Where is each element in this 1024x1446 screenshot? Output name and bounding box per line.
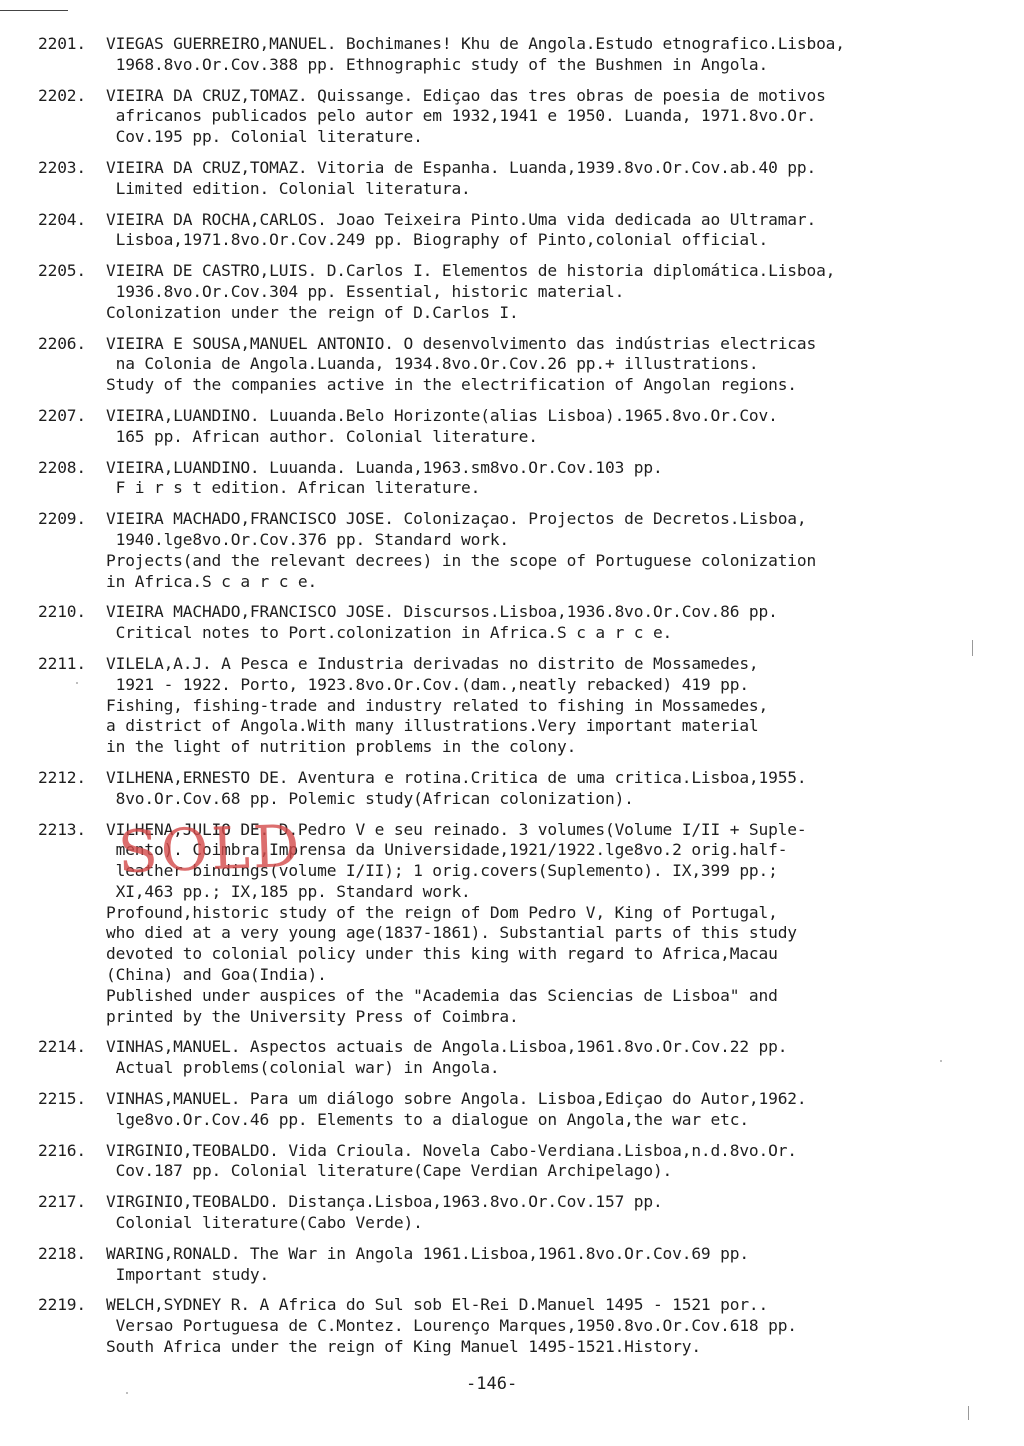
entry-number: 2214. [38,1037,86,1057]
catalogue-entries [38,34,978,1368]
entry-line: WELCH,SYDNEY R. A Africa do Sul sob El-Rei D.Manuel 1495 - 1521 por.. [106,1295,769,1315]
margin-mark [972,640,973,656]
entry-number: 2201. [38,34,86,53]
entry-number: 2205. [38,261,86,281]
entry-line: na Colonia de Angola.Luanda, 1934.8vo.Or.Cov.26 pp.+ illustrations. [106,354,759,374]
entry-line: VIEIRA MACHADO,FRANCISCO JOSE. Discursos.Lisboa,1936.8vo.Or.Cov.86 pp. [106,602,778,622]
entry-line: Study of the companies active in the electrification of Angolan regions. [106,375,797,395]
catalogue-entry [38,86,978,148]
entry-line: devoted to colonial policy under this king with regard to Africa,Macau [106,944,778,964]
entry-line: Profound,historic study of the reign of Dom Pedro V, King of Portugal, [106,902,778,922]
entry-line: africanos publicados pelo autor em 1932,1941 e 1950. Luanda, 1971.8vo.Or. [106,106,817,126]
entry-line: a district of Angola.With many illustrations.Very important material [106,716,759,736]
entry-number: 2204. [38,209,86,229]
entry-line: 1968.8vo.Or.Cov.388 pp. Ethnographic study of the Bushmen in Angola. [106,54,769,74]
entry-line: Colonization under the reign of D.Carlos I. [106,302,519,322]
entry-line: VIEGAS GUERREIRO,MANUEL. Bochimanes! Khu de Angola.Estudo etnografico.Lisboa, [106,34,845,53]
entry-number: 2212. [38,767,86,787]
entry-line: 1940.lge8vo.Or.Cov.376 pp. Standard work. [106,529,510,549]
entry-line: who died at a very young age(1837-1861). Substantial parts of this study [106,923,797,943]
catalogue-entry [38,1037,978,1079]
catalogue-entry [38,458,978,500]
entry-line: VIEIRA DA CRUZ,TOMAZ. Quissange. Ediçao das tres obras de poesia de motivos [106,85,826,105]
entry-number: 2211. [38,653,86,673]
entry-line: VIEIRA MACHADO,FRANCISCO JOSE. Colonizaçao. Projectos de Decretos.Lisboa, [106,509,807,529]
entry-number: 2210. [38,602,86,622]
catalogue-entry [38,602,978,644]
entry-number: 2203. [38,157,86,177]
entry-line: VILHENA,JULIO DE. D.Pedro V e seu reinado. 3 volumes(Volume I/II + Suple- [106,819,807,839]
entry-line: Colonial literature(Cabo Verde). [106,1213,423,1233]
entry-line: VIEIRA DE CASTRO,LUIS. D.Carlos I. Elementos de historia diplomática.Lisboa, [106,261,836,281]
entry-number: 2207. [38,405,86,425]
entry-line: Critical notes to Port.colonization in Africa.S c a r c e. [106,623,673,643]
entry-line: Versao Portuguesa de C.Montez. Lourenço Marques,1950.8vo.Or.Cov.618 pp. [106,1316,797,1336]
catalogue-entry [38,654,978,758]
entry-line: Cov.195 pp. Colonial literature. [106,127,423,147]
entry-line: VIRGINIO,TEOBALDO. Distança.Lisboa,1963.8vo.Or.Cov.157 pp. [106,1192,663,1212]
entry-line: 165 pp. African author. Colonial literature. [106,426,538,446]
top-rule [0,10,68,11]
entry-number: 2202. [38,85,86,105]
speck [126,1392,128,1394]
entry-line: VINHAS,MANUEL. Para um diálogo sobre Angola. Lisboa,Ediçao do Autor,1962. [106,1089,807,1109]
entry-number: 2216. [38,1140,86,1160]
entry-line: Published under auspices of the "Academia das Sciencias de Lisboa" and [106,985,778,1005]
entry-line: Limited edition. Colonial literatura. [106,178,471,198]
sold-stamp: SOLD [116,811,304,887]
entry-line: XI,463 pp.; IX,185 pp. Standard work. [106,881,471,901]
catalogue-entry [38,158,978,200]
entry-number: 2218. [38,1243,86,1263]
entry-number: 2217. [38,1192,86,1212]
catalogue-entry [38,334,978,396]
entry-line: F i r s t edition. African literature. [106,478,481,498]
entry-line: VIEIRA DA ROCHA,CARLOS. Joao Teixeira Pinto.Uma vida dedicada ao Ultramar. [106,209,817,229]
speck [76,682,78,684]
entry-line: VIEIRA DA CRUZ,TOMAZ. Vitoria de Espanha. Luanda,1939.8vo.Or.Cov.ab.40 pp. [106,157,817,177]
entry-line: leather bindings(volume I/II); 1 orig.covers(Suplemento). IX,399 pp.; [106,861,778,881]
entry-line: VILELA,A.J. A Pesca e Industria derivadas no distrito de Mossamedes, [106,653,759,673]
entry-number: 2215. [38,1089,86,1109]
catalogue-entry [38,1089,978,1131]
entry-line: Projects(and the relevant decrees) in the scope of Portuguese colonization [106,550,817,570]
catalogue-entry [38,509,978,592]
entry-line: printed by the University Press of Coimbra. [106,1006,519,1026]
catalogue-entry [38,210,978,252]
entry-line: lge8vo.Or.Cov.46 pp. Elements to a dialogue on Angola,the war etc. [106,1109,749,1129]
entry-line: VILHENA,ERNESTO DE. Aventura e rotina.Critica de uma critica.Lisboa,1955. [106,767,807,787]
entry-line: Important study. [106,1264,270,1284]
entry-line: 8vo.Or.Cov.68 pp. Polemic study(African colonization). [106,788,634,808]
entry-line: VINHAS,MANUEL. Aspectos actuais de Angola.Lisboa,1961.8vo.Or.Cov.22 pp. [106,1037,788,1057]
margin-mark [968,1406,969,1420]
entry-line: Actual problems(colonial war) in Angola. [106,1058,500,1078]
entry-line: mento). Coimbra,Imprensa da Universidade,1921/1922.lge8vo.2 orig.half- [106,840,788,860]
entry-number: 2208. [38,457,86,477]
entry-number: 2206. [38,333,86,353]
catalogue-entry [38,1295,978,1357]
catalogue-entry [38,1141,978,1183]
entry-line: Lisboa,1971.8vo.Or.Cov.249 pp. Biography of Pinto,colonial official. [106,230,769,250]
entry-line: VIRGINIO,TEOBALDO. Vida Crioula. Novela Cabo-Verdiana.Lisboa,n.d.8vo.Or. [106,1140,797,1160]
catalogue-entry [38,406,978,448]
entry-number: 2209. [38,509,86,529]
entry-line: Fishing, fishing-trade and industry related to fishing in Mossamedes, [106,695,769,715]
entry-line: South Africa under the reign of King Manuel 1495-1521.History. [106,1337,701,1357]
entry-line: in the light of nutrition problems in the colony. [106,737,577,757]
entry-line: WARING,RONALD. The War in Angola 1961.Lisboa,1961.8vo.Or.Cov.69 pp. [106,1243,749,1263]
catalogue-entry [38,1244,978,1286]
entry-number: 2219. [38,1295,86,1315]
entry-number: 2213. [38,819,86,839]
entry-line: 1921 - 1922. Porto, 1923.8vo.Or.Cov.(dam.,neatly rebacked) 419 pp. [106,674,749,694]
entry-line: VIEIRA,LUANDINO. Luuanda.Belo Horizonte(alias Lisboa).1965.8vo.Or.Cov. [106,405,778,425]
catalogue-entry [38,34,978,76]
entry-line: VIEIRA,LUANDINO. Luuanda. Luanda,1963.sm8vo.Or.Cov.103 pp. [106,457,663,477]
entry-line: (China) and Goa(India). [106,965,327,985]
entry-line: VIEIRA E SOUSA,MANUEL ANTONIO. O desenvolvimento das indústrias electricas [106,333,817,353]
entry-line: in Africa.S c a r c e. [106,571,318,591]
catalogue-entry [38,768,978,810]
speck [940,1060,942,1062]
catalogue-entry [38,1192,978,1234]
entry-line: Cov.187 pp. Colonial literature(Cape Verdian Archipelago). [106,1161,673,1181]
entry-line: 1936.8vo.Or.Cov.304 pp. Essential, historic material. [106,281,625,301]
catalogue-entry [38,261,978,323]
page-number: -146- [466,1374,518,1394]
